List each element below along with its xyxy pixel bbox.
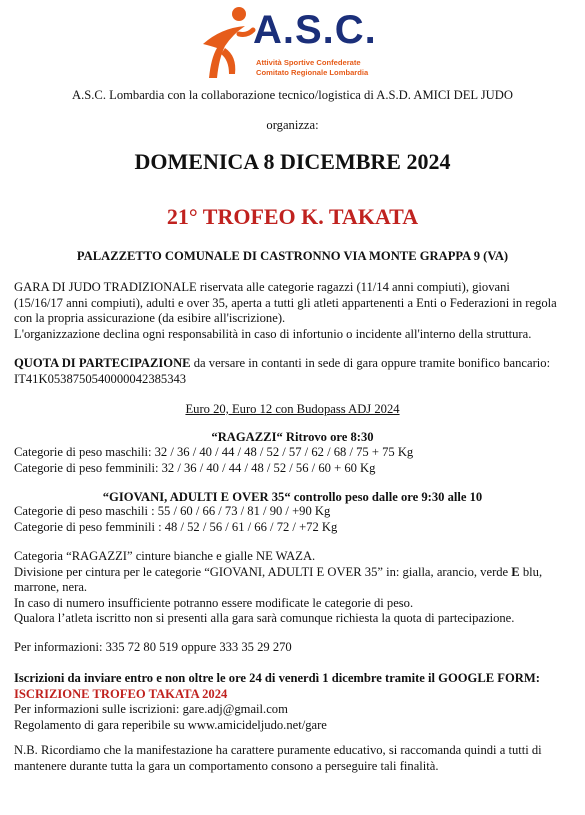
description-line-2: (15/16/17 anni compiuti), adulti e over 35, aperta a tutti gli atleti appartenenti a Enti o Federazioni in regola <box>14 295 557 310</box>
notes-line-3: marrone, nera. <box>14 580 88 594</box>
description-paragraph <box>14 280 579 342</box>
description-line-4: L'organizzazione declina ogni responsabilità in caso di infortunio o incidente all'interno della struttura. <box>14 326 532 341</box>
athlete-figure-icon <box>195 4 257 86</box>
info-line: Per informazioni: 335 72 80 519 oppure 333 35 29 270 <box>14 640 292 654</box>
notes-line-2c: blu, <box>519 564 543 579</box>
price-text: Euro 20, Euro 12 con Budopass ADJ 2024 <box>185 402 400 416</box>
notes-line-5: Qualora l’atleta iscritto non si presenti alla gara sarà comunque richiesta la quota di partecipazione. <box>14 611 515 625</box>
notes-paragraph <box>14 549 579 627</box>
description-line-1: GARA DI JUDO TRADIZIONALE riservata alle categorie ragazzi (11/14 anni compiuti), giovani <box>14 280 510 294</box>
logo-brand: A.S.C. <box>253 8 377 52</box>
giovani-femminili: Categorie di peso femminili : 48 / 52 / 56 / 61 / 66 / 72 / +72 Kg <box>14 519 338 534</box>
logo-subtitle-2: Comitato Regionale Lombardia <box>256 68 369 77</box>
iscrizioni-paragraph <box>14 671 579 733</box>
date-title: DOMENICA 8 DICEMBRE 2024 <box>134 149 451 174</box>
giovani-maschili: Categorie di peso maschili : 55 / 60 / 66 / 73 / 81 / 90 / +90 Kg <box>14 504 331 518</box>
logo-subtitle-1: Attività Sportive Confederate <box>256 58 361 67</box>
notes-line-2b: E <box>511 564 520 579</box>
venue-line: PALAZZETTO COMUNALE DI CASTRONNO VIA MONTE GRAPPA 9 (VA) <box>76 249 509 263</box>
intro-line: A.S.C. Lombardia con la collaborazione tecnico/logistica di A.S.D. AMICI DEL JUDO <box>72 88 513 102</box>
notes-line-2a: Divisione per cintura per le categorie “GIOVANI, ADULTI E OVER 35” in: gialla, arancio, verde <box>14 564 512 579</box>
iscrizioni-title: Iscrizioni da inviare entro e non oltre le ore 24 di venerdì 1 dicembre tramite il GOOGLE FORM: <box>14 671 540 685</box>
event-title: 21° TROFEO K. TAKATA <box>166 204 419 229</box>
ragazzi-maschili: Categorie di peso maschili: 32 / 36 / 40 / 44 / 48 / 52 / 57 / 62 / 68 / 75 + 75 Kg <box>14 445 414 459</box>
price-line <box>14 402 571 417</box>
notes-line-1: Categoria “RAGAZZI” cinture bianche e gialle NE WAZA. <box>14 549 316 563</box>
ragazzi-categories <box>14 445 579 476</box>
description-line-3: con la propria assicurazione (da esibire all'iscrizione). <box>14 311 286 325</box>
quota-paragraph <box>14 356 579 387</box>
asc-logo <box>195 4 385 86</box>
ragazzi-title: “RAGAZZI“ Ritrovo ore 8:30 <box>211 430 374 444</box>
notes-line-4: In caso di numero insufficiente potranno essere modificate le categorie di peso. <box>14 595 414 610</box>
organizza-line: organizza: <box>266 118 319 132</box>
nb-line-2: mantenere durante tutta la gara un comportamento consono a perseguire tali finalità. <box>14 758 439 773</box>
quota-text: da versare in contanti in sede di gara oppure tramite bonifico bancario: <box>190 356 551 370</box>
iscrizioni-form-link[interactable]: ISCRIZIONE TROFEO TAKATA 2024 <box>14 686 228 701</box>
iscrizioni-email: Per informazioni sulle iscrizioni: gare.adj@gmail.com <box>14 702 288 716</box>
iscrizioni-regolamento: Regolamento di gara reperibile su www.amicideljudo.net/gare <box>14 717 327 732</box>
giovani-categories <box>14 504 579 535</box>
nb-line-1: N.B. Ricordiamo che la manifestazione ha carattere puramente educativo, si raccomanda quindi a tutti di <box>14 743 542 757</box>
quota-iban: IT41K0538750540000042385343 <box>14 371 187 386</box>
quota-label: QUOTA DI PARTECIPAZIONE <box>14 356 191 370</box>
giovani-title: “GIOVANI, ADULTI E OVER 35“ controllo peso dalle ore 9:30 alle 10 <box>102 490 483 504</box>
nb-paragraph <box>14 743 579 774</box>
ragazzi-femminili: Categorie di peso femminili: 32 / 36 / 40 / 44 / 48 / 52 / 56 / 60 + 60 Kg <box>14 460 376 475</box>
